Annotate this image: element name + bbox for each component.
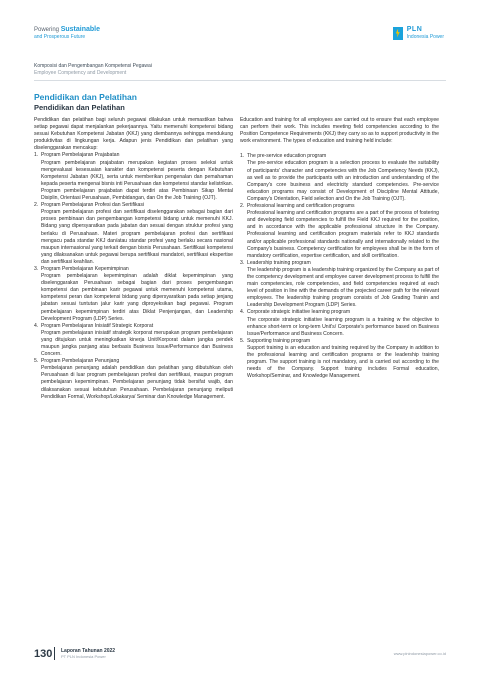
item-desc: Pembelajaran penunjang adalah pendidikan dan pelatihan yang dibutuhkan oleh Perusahaan di luar program pembelajaran profesi dan sertifikasi, maupun program pembelajaran kepemimpinan. Pembelajaran penunjang tidak bersifat wajib, dan dilaksanakan sesuai kebutuhan Perusahaan. Pembelajaran penunjang meliputi Pendidikan Formal, Workshop/Lokakarya/ Seminar dan Knowledge Management. [41,365,233,400]
company-name: PT PLN Indonesia Power [61,654,106,659]
section-title-id: Komposisi dan Pengembangan Kompetensi Pegawai [34,63,152,69]
item-title: Program Pembelajaran Penunjang [41,358,120,365]
pln-logo-block [393,26,444,40]
footer-report [61,648,115,659]
list-item [240,260,439,310]
spacer [240,145,439,153]
pln-lightning-icon [393,27,403,40]
list-item [34,202,233,266]
item-number: 4. [240,309,245,316]
item-number: 2. [240,203,245,210]
item-title: Program Pembelajaran Prajabatan [41,152,120,159]
brand-line-1 [34,26,100,34]
item-desc: Professional learning and certification programs are a part of the process of fostering and developing field competencies to fulfill the Field KKJ required for the position, and in accordance with the applicable professional structure in the Company. Professional learning and certification program materials refer to KKJ standards and/or applicable professional standards nationally and internationally related to the Company's business. Competency certification for employees shall be in the form of mandatory certification, expertise certification, and skill certification. [247,210,439,259]
website-link[interactable]: www.plnindonesiapower.co.id [393,651,446,656]
item-number: 5. [240,337,245,344]
report-title: Laporan Tahunan 2022 [61,648,116,654]
list-item [34,323,233,358]
right-intro: Education and training for all employees are carried out to ensure that each employee can perform their work. This includes meeting field competencies according to the Position Competence Requirements (KKJ) they carry so as to support productivity in the work environment. The types of education and training held include: [240,117,439,145]
page-title: Pendidikan dan Pelatihan [34,92,137,102]
item-title: Program Pembelajaran Inisiatif Strategic Korporat [41,322,154,329]
item-desc: Program pembelajaran profesi dan sertifikasi diselenggarakan sebagai bagian dari proses pembinaan dan pengembangan kompetensi bidang untuk memenuhi KKJ. Bidang yang dipersyaratkan pada jabatan dan sesuai dengan struktur profesi yang berlaku di Perusahaan. Materi program pembelajaran profesi dan sertifikasi mengacu pada standar KKJ dan/atau standar profesi yang berlaku secara nasional maupun internasional yang terkait dengan bisnis Perusahaan. Sertifikasi kompetensi yang dilaksanakan untuk pegawai berupa sertifikasi mandatori, sertifikasi ekspertise dan sertifikasi keahlian. [41,209,233,265]
brand-line-2: and Prosperous Future [34,34,86,40]
item-title: The pre-service education program [247,153,327,160]
right-column-english [240,117,439,380]
header-divider [34,80,446,81]
list-item [240,153,439,203]
left-column-indonesian [34,117,233,401]
item-title: Corporate strategic initiative learning program [247,309,351,316]
item-number: 2. [34,202,39,209]
item-desc: The leadership program is a leadership training organized by the Company as part of the competency development and employee career development process to fulfill the main competencies, role competencies, and field competencies required at each level of position in line with the demands of the projected career path for the relevant employees. The leadership training program consists of Job Grading Trainin and Leadership Development Program (LDP) Series. [247,266,439,309]
pln-logo-text [407,26,444,40]
brand-prefix: Powering [34,27,61,33]
item-title: Program Pembelajaran Kepemimpinan [41,265,129,272]
page-subtitle: Pendidikan dan Pelatihan [34,103,125,112]
item-number: 3. [34,265,39,272]
page-footer [34,645,446,661]
section-heading [34,63,152,77]
item-desc: Program pembelajaran kepemimpinan adalah diklat kepemimpinan yang diselenggarakan Perusahaan sebagai bagian dari proses pengembangan kompetensi dan pembinaan karir pegawai untuk memenuhi kompetensi utama, kompetensi peran dan kompetensi bidang yang dipersyaratkan pada setiap jenjang jabatan sesuai tuntutan jalur karir yang diproyeksikan bagi pegawai. Program pembelajaran kepemimpinan terdiri atas Diklat Penjenjangan, dan Leadership Development Program (LDP) Series. [41,273,233,322]
item-number: 3. [240,259,245,266]
item-title: Leadership training program [247,259,311,266]
left-intro: Pendidikan dan pelatihan bagi seluruh pegawai dilakukan untuk memastikan bahwa setiap pegawai dapat menjalankan pekerjaannya. Yaitu memenuhi kompetensi bidang sesuai Kebutuhan Kompetensi Jabatan (KKJ) yang diembannya sehingga mendukung produktivitas di lingkungan kerja. Adapun jenis Pendidikan dan pelatihan yang diselenggarakan mencakup: [34,117,233,152]
page-title-block [34,92,137,113]
item-desc: Program pembelajaran prajabatan merupakan kegiatan proses seleksi untuk mengevaluasi kesesuaian karakter dan kompetensi peserta dengan Kebutuhan Kompetensi Jabatan (KKJ), serta untuk memberikan pengenalan dan pemahaman kepada peserta mengenai bisnis inti Perusahaan dan kompetensi standar kelistrikan. Program pembelajaran prajabatan dapat terdiri atas Pembinaan Sikap Mental Disiplin, Orientasi Perusahaan, Pembidangan, dan On the Job Training (OJT). [41,159,233,202]
item-number: 4. [34,322,39,329]
item-desc: Program pembelajaran inisiatif strategik korporat merupakan program pembelajaran yang ditujukan untuk meningkatkan kinerja Unit/Korporat dalam jangka pendek maupun jangka panjang atau berbasis Business Issue/Performance dan Business Concern. [41,329,233,358]
page-number: 130 [34,648,53,660]
right-program-list [240,153,439,380]
list-item [240,338,439,381]
item-number: 5. [34,358,39,365]
logo-name: PLN [406,26,423,33]
item-title: Program Pembelajaran Profesi dan Sertifikasi [41,202,145,209]
list-item [240,203,439,260]
left-program-list [34,152,233,400]
item-title: Professional learning and certification programs [247,203,355,210]
brand-tagline [34,26,100,40]
list-item [240,309,439,337]
list-item [34,152,233,202]
brand-word: Sustainable [60,26,100,33]
list-item [34,358,233,401]
item-number: 1. [34,152,39,159]
list-item [34,266,233,323]
footer-divider [54,647,55,660]
section-title-en: Employee Competency and Development [34,70,127,76]
item-desc: Support training is an education and training required by the Company in addition to the professional learning and certification programs or the leadership training program. The support training is not mandatory, and is carried out according to the needs of the Company. Support training includes Formal education, Workshop/Seminar, and Knowledge Management. [247,344,439,380]
item-number: 1. [240,153,245,160]
logo-sub: Indonesia Power [406,34,444,40]
item-title: Supporting training program [247,337,311,344]
item-desc: The pre-service education program is a selection process to evaluate the suitability of participants' character and competencies with the Job Competency Needs (KKJ), as well as to provide the participants with an introduction and understanding of the Company's core business and electricity standard competencies. Pre-service education programs may consist of Development of Discipline Mental Attitude, Company's Orientation, Field selection and On the Job Training (OJT). [247,160,439,202]
item-desc: The corporate strategic initiative learning program is a training w the objective to enhance short-term or long-term Unit's/ Corporate's performance based on Business Issue/Performance and Business Concern. [247,316,439,337]
